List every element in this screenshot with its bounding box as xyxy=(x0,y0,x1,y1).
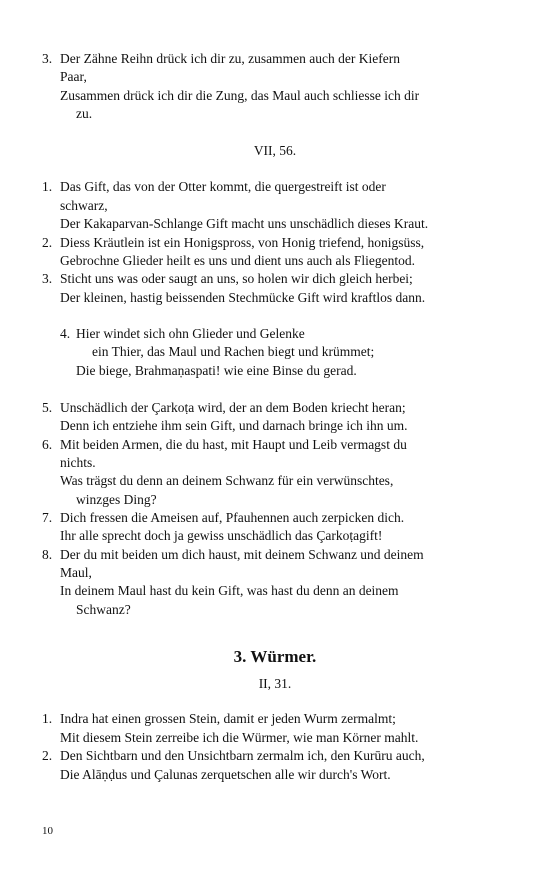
verse-line: ein Thier, das Maul und Rachen biegt und krümmet; xyxy=(92,344,375,359)
verse-line: Unschädlich der Çarkoṭa wird, der an dem Boden kriecht heran; xyxy=(60,400,406,415)
verse-line: winzges Ding? xyxy=(76,492,157,507)
verse-line: Der kleinen, hastig beissenden Stechmücke Gift wird kraftlos dann. xyxy=(60,290,426,305)
verse-number: 4. xyxy=(60,326,71,341)
verse-line: Hier windet sich ohn Glieder und Gelenke xyxy=(76,326,305,341)
verse-line: Die biege, Brahmaṇaspati! wie eine Binse du gerad. xyxy=(76,363,357,378)
verse-line: Der Kakaparvan-Schlange Gift macht uns unschädlich dieses Kraut. xyxy=(60,216,429,231)
verse-line: Mit beiden Armen, die du hast, mit Haupt und Leib vermagst du xyxy=(60,437,407,452)
verse-line: Den Sichtbarn und den Unsichtbarn zermalm ich, den Kurūru auch, xyxy=(60,748,425,763)
section-title: 3. Würmer. xyxy=(233,647,317,666)
verse-number: 3. xyxy=(42,271,53,286)
verse-number: 5. xyxy=(42,400,53,415)
verse-line: Ihr alle sprecht doch ja gewiss unschädlich das Çarkoṭagift! xyxy=(60,528,383,543)
verse-number: 6. xyxy=(42,437,53,452)
verse-line: Gebrochne Glieder heilt es uns und dient uns auch als Fliegentod. xyxy=(60,253,416,268)
verse-line: Dich fressen die Ameisen auf, Pfauhennen auch zerpicken dich. xyxy=(60,510,405,525)
verse-line: Schwanz? xyxy=(76,602,131,617)
verse-line: nichts. xyxy=(60,455,96,470)
verse-number: 1. xyxy=(42,711,53,726)
verse-line: Die Alāṇḍus und Çalunas zerquetschen alle wir durch's Wort. xyxy=(60,767,391,782)
verse-line: Der du mit beiden um dich haust, mit deinem Schwanz und deinem xyxy=(60,547,424,562)
hymn-reference: II, 31. xyxy=(258,676,292,691)
verse-line: Der Zähne Reihn drück ich dir zu, zusammen auch der Kiefern xyxy=(60,51,400,66)
verse-line: zu. xyxy=(76,106,93,121)
page-number: 10 xyxy=(42,825,53,837)
verse-line: Denn ich entziehe ihm sein Gift, und darnach bringe ich ihn um. xyxy=(60,418,408,433)
verse-line: Indra hat einen grossen Stein, damit er jeden Wurm zermalmt; xyxy=(60,711,396,726)
verse-number: 1. xyxy=(42,179,53,194)
verse-line: Sticht uns was oder saugt an uns, so holen wir dich gleich herbei; xyxy=(60,271,413,286)
verse-line: In deinem Maul hast du kein Gift, was hast du denn an deinem xyxy=(60,583,399,598)
verse-number: 8. xyxy=(42,547,53,562)
verse-number: 2. xyxy=(42,748,53,763)
verse-line: Zusammen drück ich dir die Zung, das Maul auch schliesse ich dir xyxy=(60,88,420,103)
verse-line: Paar, xyxy=(60,69,87,84)
verse-line: Maul, xyxy=(60,565,92,580)
verse-line: Mit diesem Stein zerreibe ich die Würmer, wie man Körner mahlt. xyxy=(60,730,419,745)
verse-line: schwarz, xyxy=(60,198,108,213)
hymn-reference: VII, 56. xyxy=(253,143,297,158)
verse-number: 2. xyxy=(42,235,53,250)
verse-number: 7. xyxy=(42,510,53,525)
verse-line: Was trägst du denn an deinem Schwanz für ein verwünschtes, xyxy=(60,473,394,488)
verse-line: Das Gift, das von der Otter kommt, die quergestreift ist oder xyxy=(60,179,386,194)
verse-line: Diess Kräutlein ist ein Honigspross, von Honig triefend, honigsüss, xyxy=(60,235,425,250)
verse-number: 3. xyxy=(42,51,53,66)
